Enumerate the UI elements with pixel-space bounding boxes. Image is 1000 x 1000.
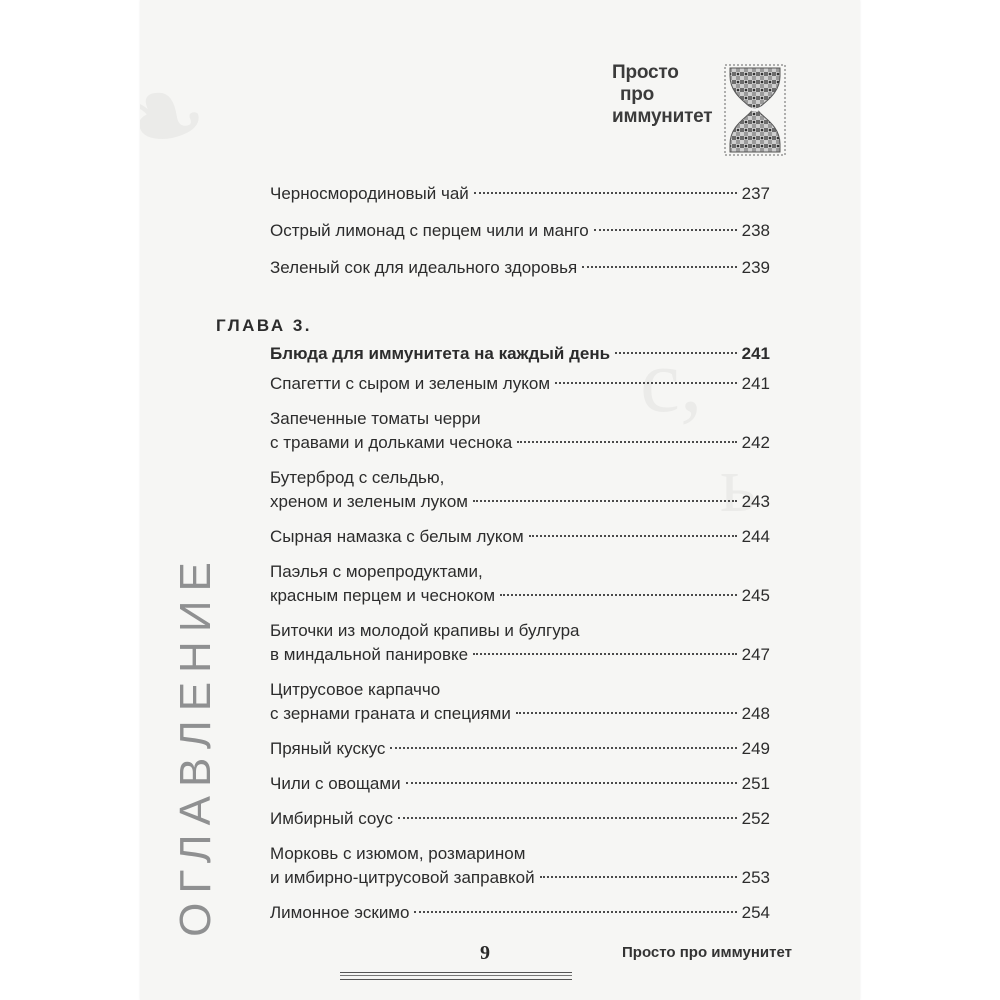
toc-entry [270,560,770,608]
toc-entry-title: красным перцем и чесноком [270,586,496,605]
toc-entry-title: Чили с овощами [270,774,401,793]
leader-dots [529,535,737,537]
leader-dots [615,352,737,354]
toc-entry-page: 253 [741,868,770,887]
toc-entry-page: 254 [741,903,770,922]
series-logo [612,56,794,158]
toc-entry [270,256,770,280]
toc-entry-title: с травами и дольками чеснока [270,433,513,452]
toc-entry-page: 251 [741,774,770,793]
leader-dots [406,782,737,784]
toc-entry-title: Сырная намазка с белым луком [270,527,524,546]
series-logo-text [612,62,712,128]
toc-entry-page: 244 [741,527,770,546]
toc-entry-page: 248 [741,704,770,723]
toc-entry-title: Зеленый сок для идеального здоровья [270,258,578,277]
toc-entry-first-line: Цитрусовое карпаччо [270,680,441,699]
toc-entry-title: с зернами граната и специями [270,704,511,723]
toc-entry [270,807,770,831]
toc-entry-page: 239 [741,258,770,277]
toc-entry-title: Лимонное эскимо [270,903,410,922]
toc-entry-title: Имбирный соус [270,809,393,828]
toc-entry-title: Спагетти с сыром и зеленым луком [270,374,551,393]
toc-entry-first-line: Паэлья с морепродуктами, [270,562,483,581]
leader-dots [473,653,737,655]
logo-line-3: иммунитет [612,106,713,127]
toc-entry [270,182,770,206]
side-title-text: ОГЛАВЛЕНИЕ [171,553,220,937]
toc-main-list [270,372,770,936]
leader-dots [414,911,736,913]
leader-dots [474,192,737,194]
toc-entry-page: 241 [741,374,770,393]
toc-entry [270,466,770,514]
leader-dots [540,876,737,878]
toc-entry-page: 237 [741,184,770,203]
toc-entry-title: Черносмородиновый чай [270,184,469,203]
page-number: 9 [480,942,490,964]
running-title: Просто про иммунитет [622,944,792,961]
logo-line-2: про [620,84,655,105]
toc-entry-title: и имбирно-цитрусовой заправкой [270,868,535,887]
toc-entry [270,407,770,455]
chapter-title: Блюда для иммунитета на каждый день [270,344,611,363]
toc-entry-page: 252 [741,809,770,828]
toc-entry [270,219,770,243]
toc-entry [270,842,770,890]
leader-dots [517,441,736,443]
toc-entry-first-line: Морковь с изюмом, розмарином [270,844,526,863]
hourglass-icon [724,64,786,156]
toc-entry-page: 245 [741,586,770,605]
toc-entry [270,901,770,925]
toc-entry-page: 242 [741,433,770,452]
leader-dots [398,817,737,819]
footer-decorative-rule [340,972,572,980]
leader-dots [555,382,737,384]
toc-entry [270,737,770,761]
toc-entry-page: 249 [741,739,770,758]
toc-entry-title: в миндальной панировке [270,645,469,664]
leader-dots [390,747,736,749]
show-through-decoration [140,40,209,193]
chapter-page: 241 [741,344,770,363]
leader-dots [516,712,737,714]
chapter-label: ГЛАВА 3. [216,316,313,335]
toc-entry [270,678,770,726]
logo-line-1: Просто [612,62,679,83]
toc-entry-page: 247 [741,645,770,664]
chapter-heading [270,342,770,366]
book-page [140,0,860,1000]
toc-entry-page: 243 [741,492,770,511]
toc-entry [270,525,770,549]
toc-entry-page: 238 [741,221,770,240]
toc-entry [270,772,770,796]
toc-entry [270,372,770,396]
toc-entry [270,619,770,667]
toc-entry-first-line: Бутерброд с сельдью, [270,468,445,487]
leader-dots [594,229,737,231]
toc-entry-title: хреном и зеленым луком [270,492,468,511]
toc-entry-first-line: Запеченные томаты черри [270,409,481,428]
leader-dots [473,500,737,502]
toc-entry-title: Острый лимонад с перцем чили и манго [270,221,589,240]
leader-dots [582,266,736,268]
toc-entry-title: Пряный кускус [270,739,386,758]
leader-dots [500,594,737,596]
toc-entry-first-line: Биточки из молодой крапивы и булгура [270,621,580,640]
toc-top-list [270,182,770,293]
